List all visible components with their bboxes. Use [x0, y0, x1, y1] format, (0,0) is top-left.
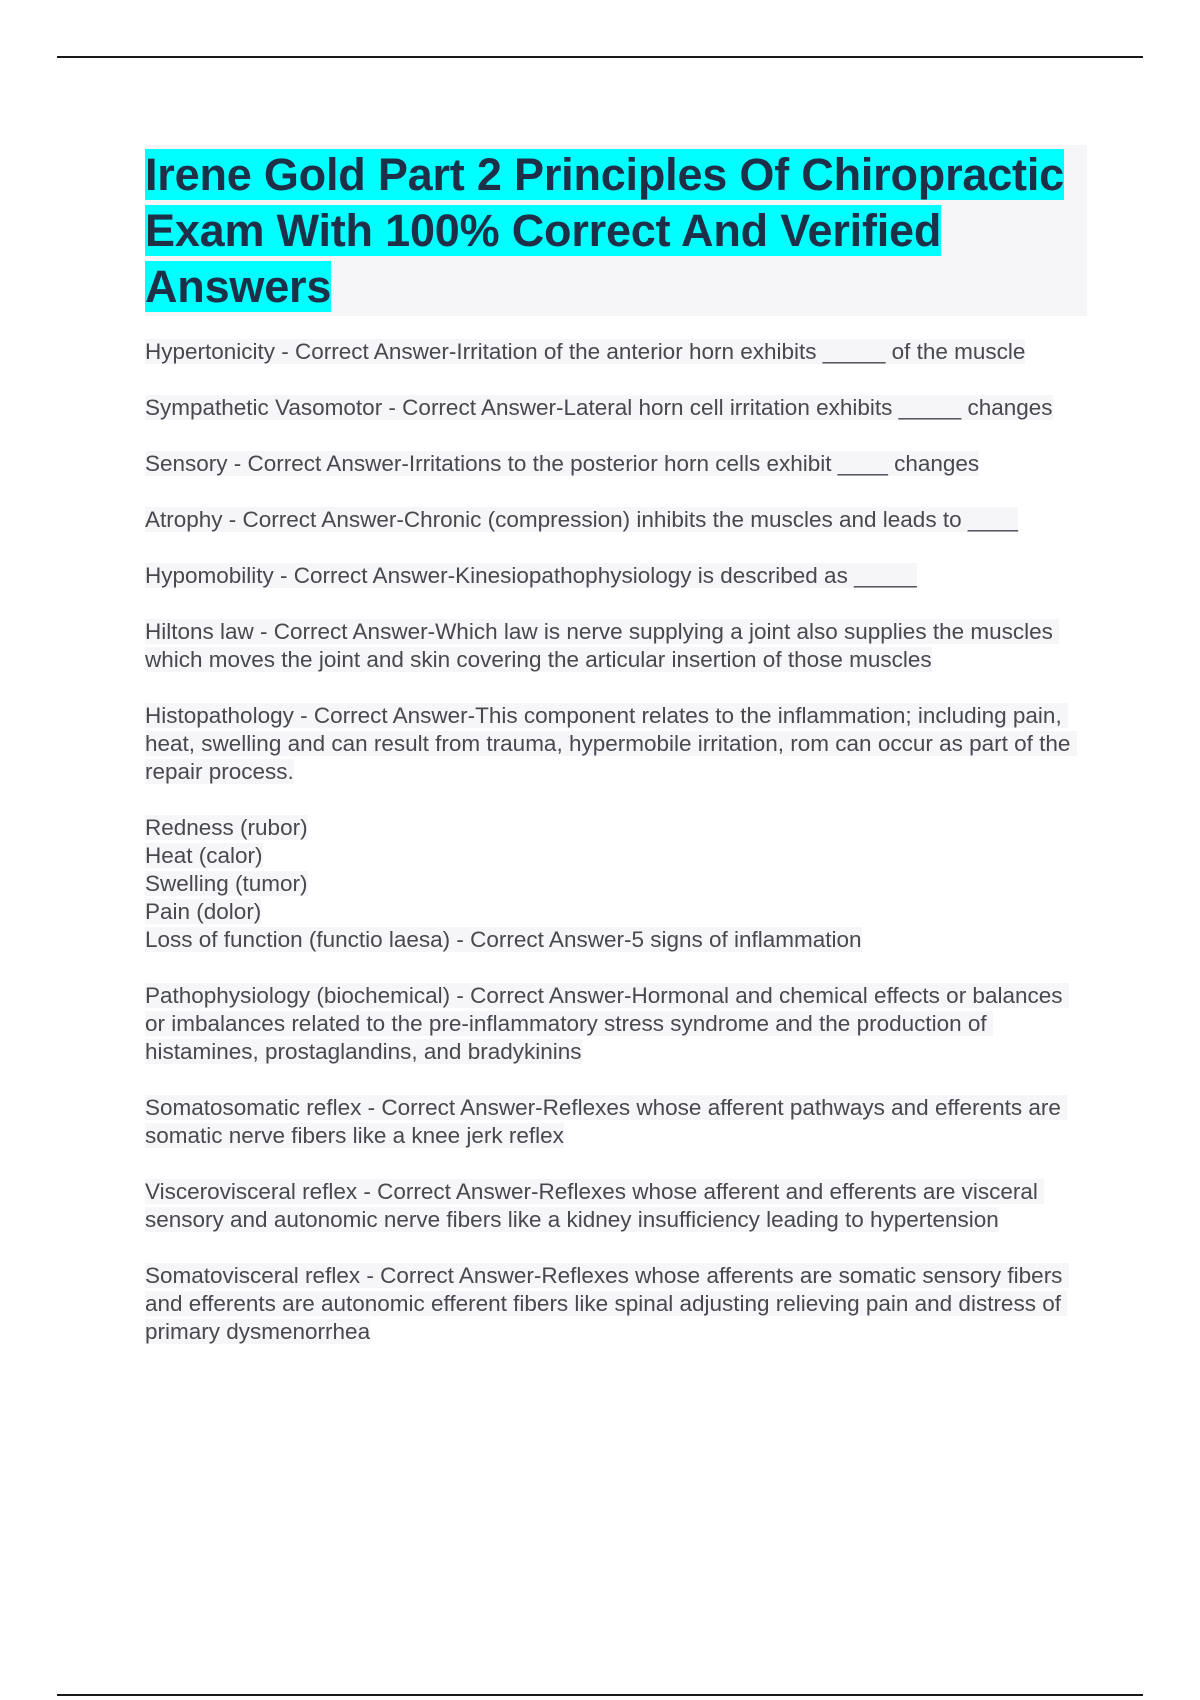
qa-entry	[145, 702, 1087, 786]
qa-entry	[145, 618, 1087, 674]
qa-entry-text: Hiltons law - Correct Answer-Which law is nerve supplying a joint also supplies the muscles which moves the joint and skin covering the articular insertion of those muscles	[145, 619, 1060, 672]
qa-entry-text: Hypomobility - Correct Answer-Kinesiopathophysiology is described as _____	[145, 563, 917, 588]
qa-entry-text: Sympathetic Vasomotor - Correct Answer-Lateral horn cell irritation exhibits _____ changes	[145, 395, 1053, 420]
qa-entry-text: Hypertonicity - Correct Answer-Irritation of the anterior horn exhibits _____ of the muscle	[145, 339, 1026, 364]
qa-entry	[145, 506, 1087, 534]
document-title	[145, 147, 1087, 315]
title-highlight: Irene Gold Part 2 Principles Of Chiropractic Exam With 100% Correct And Verified Answers	[145, 149, 1064, 312]
qa-entry-text: Pathophysiology (biochemical) - Correct Answer-Hormonal and chemical effects or balances or imbalances related to the pre-inflammatory stress syndrome and the production of histamines, prostaglandins, and bradykinins	[145, 983, 1069, 1064]
qa-entry-text: Sensory - Correct Answer-Irritations to the posterior horn cells exhibit ____ changes	[145, 451, 980, 476]
qa-entry	[145, 450, 1087, 478]
title-block	[145, 145, 1087, 316]
header-rule	[57, 56, 1143, 58]
qa-entry	[145, 814, 1087, 954]
qa-entry-text: Atrophy - Correct Answer-Chronic (compression) inhibits the muscles and leads to ____	[145, 507, 1018, 532]
document-body	[145, 145, 1087, 1374]
footer-rule	[57, 1694, 1143, 1696]
qa-entry	[145, 338, 1087, 366]
qa-entry-text: Somatosomatic reflex - Correct Answer-Reflexes whose afferent pathways and efferents are somatic nerve fibers like a knee jerk reflex	[145, 1095, 1068, 1148]
qa-entry-text: Viscerovisceral reflex - Correct Answer-Reflexes whose afferent and efferents are visceral sensory and autonomic nerve fibers like a kidney insufficiency leading to hypertension	[145, 1179, 1045, 1232]
qa-entry-text: Somatovisceral reflex - Correct Answer-Reflexes whose afferents are somatic sensory fibers and efferents are autonomic efferent fibers like spinal adjusting relieving pain and distress of primary dysmenorrhea	[145, 1263, 1069, 1344]
qa-entry	[145, 982, 1087, 1066]
qa-entry	[145, 562, 1087, 590]
qa-entry	[145, 394, 1087, 422]
qa-entry	[145, 1094, 1087, 1150]
qa-entry-text: Histopathology - Correct Answer-This component relates to the inflammation; including pain, heat, swelling and can result from trauma, hypermobile irritation, rom can occur as part of the repair process.	[145, 703, 1077, 784]
qa-entry-text: Redness (rubor) Heat (calor) Swelling (tumor) Pain (dolor) Loss of function (functio laesa) - Correct Answer-5 signs of inflammation	[145, 815, 862, 952]
qa-entry	[145, 1178, 1087, 1234]
qa-entry	[145, 1262, 1087, 1346]
